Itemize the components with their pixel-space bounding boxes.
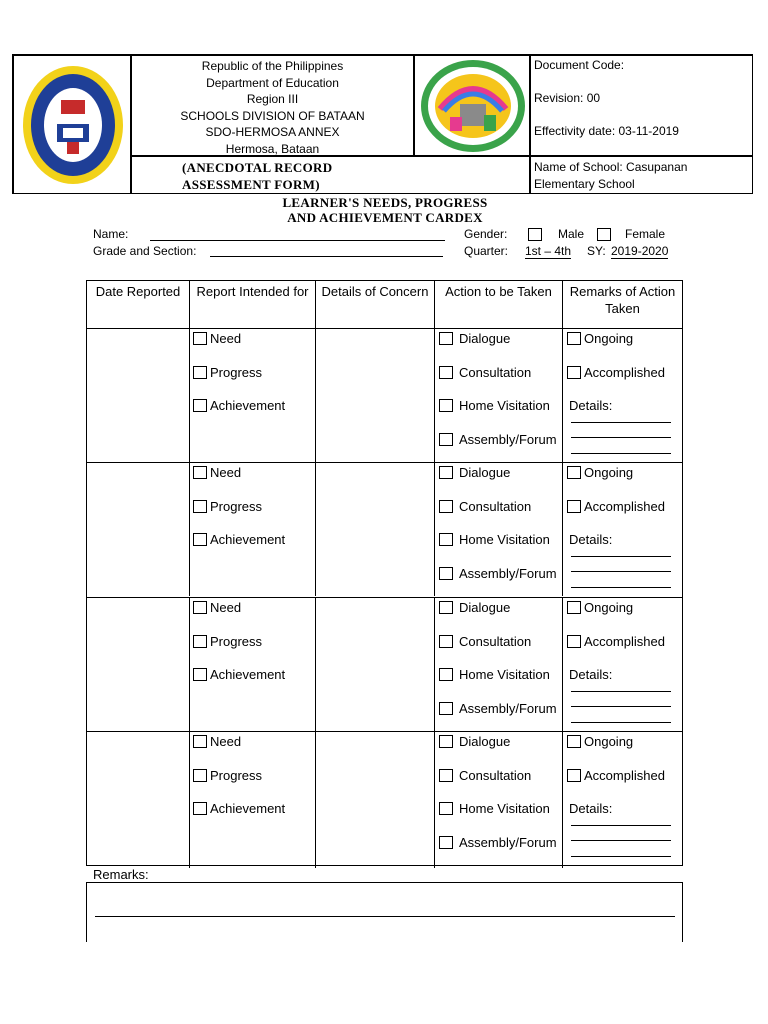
remark-checkbox[interactable] bbox=[567, 466, 581, 479]
action-checkbox[interactable] bbox=[439, 836, 453, 849]
header-remarks-action: Remarks of Action Taken bbox=[569, 284, 676, 316]
revision: Revision: 00 bbox=[534, 91, 601, 105]
details-line[interactable] bbox=[571, 587, 671, 588]
quarter-label: Quarter: bbox=[464, 244, 509, 258]
report-option-label: Progress bbox=[210, 364, 263, 380]
grade-section-field[interactable] bbox=[210, 256, 443, 257]
report-option-label: Need bbox=[210, 465, 242, 480]
report-option[interactable] bbox=[193, 801, 285, 816]
column-divider bbox=[189, 598, 190, 731]
report-option[interactable] bbox=[193, 465, 241, 480]
report-option[interactable] bbox=[193, 734, 241, 749]
column-divider bbox=[562, 463, 563, 596]
action-checkbox[interactable] bbox=[439, 601, 453, 614]
report-option-label: Achievement bbox=[210, 667, 286, 682]
cardex-title-line2: AND ACHIEVEMENT CARDEX bbox=[287, 210, 483, 225]
location-text: Hermosa, Bataan bbox=[225, 141, 320, 156]
header-report-intended: Report Intended for bbox=[190, 281, 316, 328]
male-label: Male bbox=[558, 227, 585, 241]
action-checkbox[interactable] bbox=[439, 567, 453, 580]
column-divider bbox=[562, 598, 563, 731]
details-line[interactable] bbox=[571, 825, 671, 826]
remarks-line bbox=[95, 916, 675, 917]
document-info-cell bbox=[530, 55, 753, 156]
remark-checkbox[interactable] bbox=[567, 635, 581, 648]
details-label: Details: bbox=[569, 532, 613, 547]
quarter-value: 1st – 4th bbox=[525, 244, 572, 258]
action-option-label: Home Visitation bbox=[459, 667, 550, 682]
report-option[interactable] bbox=[193, 634, 262, 649]
remark-option-label: Accomplished bbox=[584, 767, 665, 783]
action-option-label: Home Visitation bbox=[459, 398, 550, 413]
remark-option-label: Accomplished bbox=[584, 364, 665, 380]
action-option[interactable] bbox=[439, 768, 531, 783]
action-checkbox[interactable] bbox=[439, 332, 453, 345]
header-table bbox=[12, 54, 753, 194]
action-checkbox[interactable] bbox=[439, 769, 453, 782]
male-checkbox[interactable] bbox=[528, 228, 542, 241]
action-option-label: Consultation bbox=[459, 633, 532, 649]
action-option[interactable] bbox=[439, 398, 550, 413]
action-option[interactable] bbox=[439, 801, 550, 816]
grade-section-label: Grade and Section: bbox=[93, 244, 197, 258]
action-option-label: Assembly/Forum bbox=[459, 700, 557, 716]
header-date-reported: Date Reported bbox=[87, 281, 190, 328]
remark-option[interactable] bbox=[567, 465, 633, 480]
hermosa-district-logo bbox=[21, 64, 125, 186]
remark-option[interactable] bbox=[567, 331, 633, 346]
details-line[interactable] bbox=[571, 706, 671, 707]
column-divider bbox=[315, 463, 316, 596]
form-title-cell bbox=[131, 156, 530, 194]
report-option-label: Progress bbox=[210, 633, 263, 649]
remark-option[interactable] bbox=[567, 499, 665, 514]
division-text: SCHOOLS DIVISION OF BATAAN bbox=[180, 108, 365, 123]
action-checkbox[interactable] bbox=[439, 366, 453, 379]
remark-checkbox[interactable] bbox=[567, 769, 581, 782]
remark-option[interactable] bbox=[567, 365, 665, 380]
action-checkbox[interactable] bbox=[439, 668, 453, 681]
action-option-label: Home Visitation bbox=[459, 532, 550, 547]
table-row bbox=[87, 597, 682, 731]
remark-option[interactable] bbox=[567, 768, 665, 783]
details-line[interactable] bbox=[571, 840, 671, 841]
sy-value: 2019-2020 bbox=[611, 244, 669, 258]
cardex-title bbox=[200, 195, 570, 225]
column-divider bbox=[562, 329, 563, 462]
action-option-label: Consultation bbox=[459, 364, 532, 380]
report-checkbox[interactable] bbox=[193, 399, 207, 412]
action-option-label: Dialogue bbox=[459, 600, 511, 615]
action-option[interactable] bbox=[439, 701, 557, 716]
remark-option-label: Ongoing bbox=[584, 734, 634, 749]
report-option-label: Progress bbox=[210, 767, 263, 783]
remark-option[interactable] bbox=[567, 634, 665, 649]
action-checkbox[interactable] bbox=[439, 466, 453, 479]
details-line[interactable] bbox=[571, 722, 671, 723]
report-checkbox[interactable] bbox=[193, 635, 207, 648]
action-checkbox[interactable] bbox=[439, 500, 453, 513]
sdo-text: SDO-HERMOSA ANNEX bbox=[205, 125, 340, 139]
remark-option-label: Accomplished bbox=[584, 633, 665, 649]
remark-checkbox[interactable] bbox=[567, 366, 581, 379]
column-divider bbox=[315, 329, 316, 462]
details-line[interactable] bbox=[571, 691, 671, 692]
action-checkbox[interactable] bbox=[439, 433, 453, 446]
report-option-label: Need bbox=[210, 734, 242, 749]
remark-option-label: Ongoing bbox=[584, 331, 634, 346]
report-option[interactable] bbox=[193, 768, 262, 783]
column-divider bbox=[434, 463, 435, 596]
action-checkbox[interactable] bbox=[439, 735, 453, 748]
effectivity-date: Effectivity date: 03-11-2019 bbox=[534, 124, 679, 138]
action-option[interactable] bbox=[439, 734, 510, 749]
report-checkbox[interactable] bbox=[193, 802, 207, 815]
report-option[interactable] bbox=[193, 600, 241, 615]
column-divider bbox=[189, 463, 190, 596]
action-option[interactable] bbox=[439, 600, 510, 615]
remarks-label: Remarks: bbox=[93, 867, 149, 882]
remark-checkbox[interactable] bbox=[567, 332, 581, 345]
republic-text: Republic of the Philippines bbox=[201, 59, 344, 73]
action-checkbox[interactable] bbox=[439, 635, 453, 648]
details-label: Details: bbox=[569, 801, 613, 816]
column-divider bbox=[434, 732, 435, 868]
issuer-cell bbox=[131, 55, 414, 156]
details-line[interactable] bbox=[571, 856, 671, 857]
report-checkbox[interactable] bbox=[193, 769, 207, 782]
details-label: Details: bbox=[569, 667, 613, 682]
school-name-line2: Elementary School bbox=[534, 177, 635, 191]
report-option-label: Need bbox=[210, 600, 242, 615]
female-label: Female bbox=[625, 227, 666, 241]
report-option[interactable] bbox=[193, 667, 285, 682]
report-checkbox[interactable] bbox=[193, 500, 207, 513]
details-line[interactable] bbox=[571, 437, 671, 438]
action-option-label: Dialogue bbox=[459, 331, 511, 346]
column-divider bbox=[434, 329, 435, 462]
report-option[interactable] bbox=[193, 499, 262, 514]
female-checkbox[interactable] bbox=[597, 228, 611, 241]
report-option[interactable] bbox=[193, 331, 241, 346]
action-option[interactable] bbox=[439, 835, 557, 850]
action-option[interactable] bbox=[439, 499, 531, 514]
action-option-label: Home Visitation bbox=[459, 801, 550, 816]
column-divider bbox=[434, 598, 435, 731]
region-text: Region III bbox=[246, 92, 299, 106]
report-checkbox[interactable] bbox=[193, 466, 207, 479]
table-row bbox=[87, 328, 682, 462]
cardex-table bbox=[86, 280, 683, 866]
report-option-label: Progress bbox=[210, 498, 263, 514]
remark-option-label: Ongoing bbox=[584, 465, 634, 480]
report-checkbox[interactable] bbox=[193, 668, 207, 681]
details-line[interactable] bbox=[571, 571, 671, 572]
remark-option[interactable] bbox=[567, 600, 633, 615]
form-title-line1: (ANECDOTAL RECORD bbox=[182, 160, 333, 175]
action-option[interactable] bbox=[439, 432, 557, 447]
report-option[interactable] bbox=[193, 532, 285, 547]
report-option-label: Achievement bbox=[210, 801, 286, 816]
report-checkbox[interactable] bbox=[193, 601, 207, 614]
action-option-label: Consultation bbox=[459, 767, 532, 783]
school-name-cell bbox=[530, 156, 753, 194]
action-option-label: Consultation bbox=[459, 498, 532, 514]
report-checkbox[interactable] bbox=[193, 366, 207, 379]
action-option-label: Assembly/Forum bbox=[459, 834, 557, 850]
table-row bbox=[87, 731, 682, 868]
action-option[interactable] bbox=[439, 634, 531, 649]
column-divider bbox=[315, 732, 316, 868]
school-logo-cell bbox=[414, 55, 530, 156]
action-checkbox[interactable] bbox=[439, 802, 453, 815]
gender-label: Gender: bbox=[464, 227, 508, 241]
header-action-taken: Action to be Taken bbox=[435, 281, 563, 328]
document-code: Document Code: bbox=[534, 58, 625, 72]
action-option-label: Dialogue bbox=[459, 465, 511, 480]
remark-checkbox[interactable] bbox=[567, 601, 581, 614]
report-option-label: Achievement bbox=[210, 532, 286, 547]
action-checkbox[interactable] bbox=[439, 399, 453, 412]
action-option[interactable] bbox=[439, 532, 550, 547]
details-label: Details: bbox=[569, 398, 613, 413]
report-checkbox[interactable] bbox=[193, 332, 207, 345]
name-field[interactable] bbox=[150, 240, 445, 241]
column-divider bbox=[562, 732, 563, 868]
remark-checkbox[interactable] bbox=[567, 500, 581, 513]
form-title-line2: ASSESSMENT FORM) bbox=[182, 177, 320, 192]
remarks-box[interactable] bbox=[86, 882, 683, 942]
action-checkbox[interactable] bbox=[439, 702, 453, 715]
district-logo-cell bbox=[13, 55, 131, 194]
column-divider bbox=[189, 732, 190, 868]
action-option[interactable] bbox=[439, 566, 557, 581]
report-option-label: Need bbox=[210, 331, 242, 346]
action-option[interactable] bbox=[439, 667, 550, 682]
school-name-line1: Name of School: Casupanan bbox=[534, 160, 688, 174]
action-option-label: Assembly/Forum bbox=[459, 565, 557, 581]
name-label: Name: bbox=[93, 227, 129, 241]
remark-option-label: Accomplished bbox=[584, 498, 665, 514]
action-option-label: Assembly/Forum bbox=[459, 431, 557, 447]
remark-checkbox[interactable] bbox=[567, 735, 581, 748]
remark-option-label: Ongoing bbox=[584, 600, 634, 615]
action-option[interactable] bbox=[439, 365, 531, 380]
action-option-label: Dialogue bbox=[459, 734, 511, 749]
department-text: Department of Education bbox=[206, 75, 339, 90]
details-line[interactable] bbox=[571, 453, 671, 454]
action-checkbox[interactable] bbox=[439, 533, 453, 546]
report-checkbox[interactable] bbox=[193, 735, 207, 748]
details-line[interactable] bbox=[571, 556, 671, 557]
details-line[interactable] bbox=[571, 422, 671, 423]
casupanan-school-logo bbox=[420, 59, 526, 153]
column-divider bbox=[315, 598, 316, 731]
sy-label: SY: bbox=[587, 244, 606, 258]
report-option[interactable] bbox=[193, 365, 262, 380]
report-option-label: Achievement bbox=[210, 398, 286, 413]
cardex-title-line1: LEARNER'S NEEDS, PROGRESS bbox=[282, 195, 488, 210]
action-option[interactable] bbox=[439, 331, 510, 346]
report-option[interactable] bbox=[193, 398, 285, 413]
table-row bbox=[87, 462, 682, 596]
action-option[interactable] bbox=[439, 465, 510, 480]
header-details-concern: Details of Concern bbox=[316, 281, 435, 328]
column-divider bbox=[189, 329, 190, 462]
remark-option[interactable] bbox=[567, 734, 633, 749]
report-checkbox[interactable] bbox=[193, 533, 207, 546]
